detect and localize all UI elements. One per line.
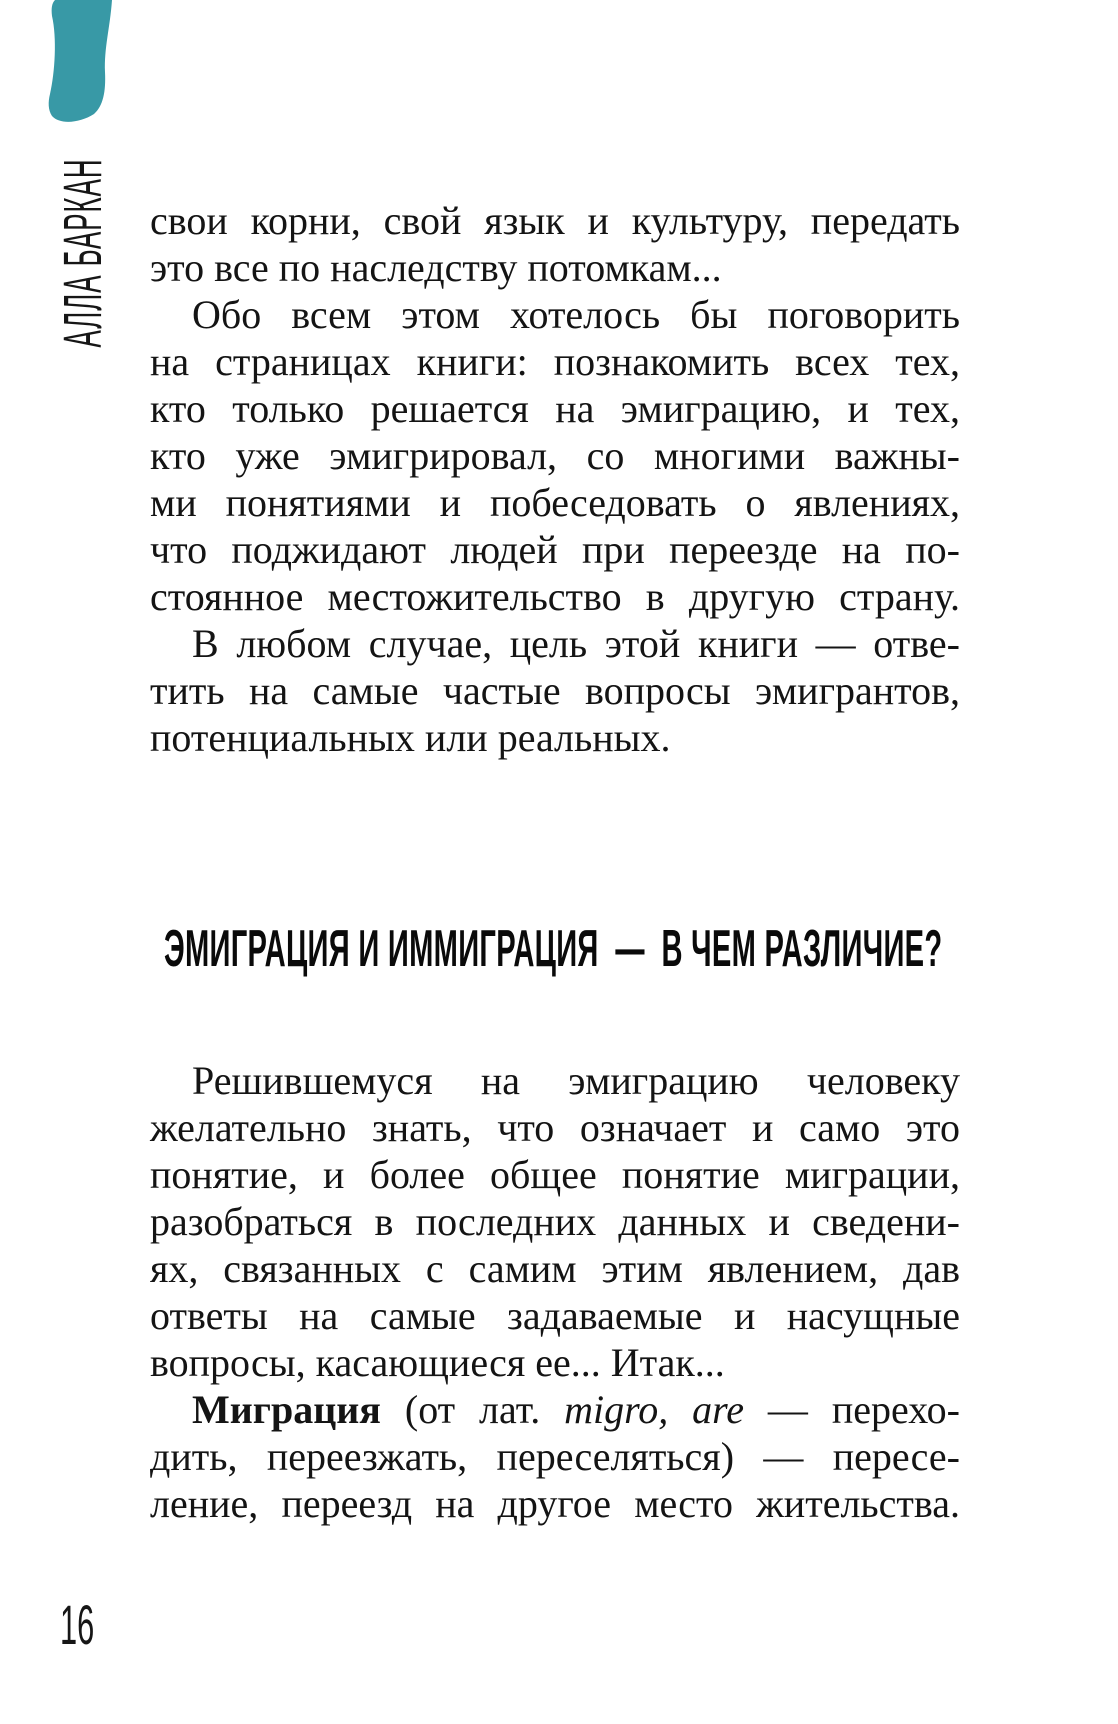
paragraph-line: ях, связанных с самим этим явлением, дав <box>150 1246 960 1291</box>
paragraph-line: дить, переезжать, переселяться) — пересе- <box>150 1434 960 1479</box>
paragraph-line: ление, переезд на другое место жительства. <box>150 1481 960 1526</box>
paragraph-line: ответы на самые задаваемые и насущные <box>150 1293 960 1338</box>
paragraph-line: потенциальных или реальных. <box>150 715 671 760</box>
paragraph-line: Решившемуся на эмиграцию человеку <box>192 1058 960 1103</box>
paragraph-line: понятие, и более общее понятие миграции, <box>150 1152 960 1197</box>
paragraph-line: В любом случае, цель этой книги — отве- <box>192 621 960 666</box>
paragraph-line: ми понятиями и побеседовать о явлениях, <box>150 480 960 525</box>
intro-paragraphs <box>150 197 960 761</box>
paragraph-line: разобраться в последних данных и сведени- <box>150 1199 960 1244</box>
section-heading: ЭМИГРАЦИЯ И ИММИГРАЦИЯ — В ЧЕМ РАЗЛИЧИЕ? <box>164 920 943 978</box>
paragraph-line: что поджидают людей при переезде на по- <box>150 527 960 572</box>
paragraph-line: вопросы, касающиеся ее... Итак... <box>150 1340 725 1385</box>
paragraph-line: кто уже эмигрировал, со многими важны- <box>150 433 960 478</box>
definition-text: — перехо- <box>743 1387 961 1432</box>
paragraph-line: тить на самые частые вопросы эмигрантов, <box>150 668 960 713</box>
paragraph-line: свои корни, свой язык и культуру, передать <box>150 198 960 243</box>
paragraph-line: на страницах книги: познакомить всех тех, <box>150 339 960 384</box>
latin-phrase: migro, are <box>564 1387 744 1432</box>
definition-term: Миграция <box>192 1387 381 1432</box>
definition-line <box>150 1386 960 1433</box>
paragraph-line: кто только решается на эмиграцию, и тех, <box>150 386 960 431</box>
definition-text: (от лат. <box>380 1387 565 1432</box>
paragraph-line: Обо всем этом хотелось бы поговорить <box>192 292 960 337</box>
paragraph-line: это все по наследству потомкам... <box>150 245 722 290</box>
paragraph-line: желательно знать, что означает и само это <box>150 1105 960 1150</box>
section-paragraphs <box>150 1057 960 1527</box>
paragraph-line: стоянное местожительство в другую страну. <box>150 574 960 619</box>
page-number: 16 <box>60 1593 95 1656</box>
author-name-vertical: АЛЛА БАРКАН <box>53 158 113 348</box>
